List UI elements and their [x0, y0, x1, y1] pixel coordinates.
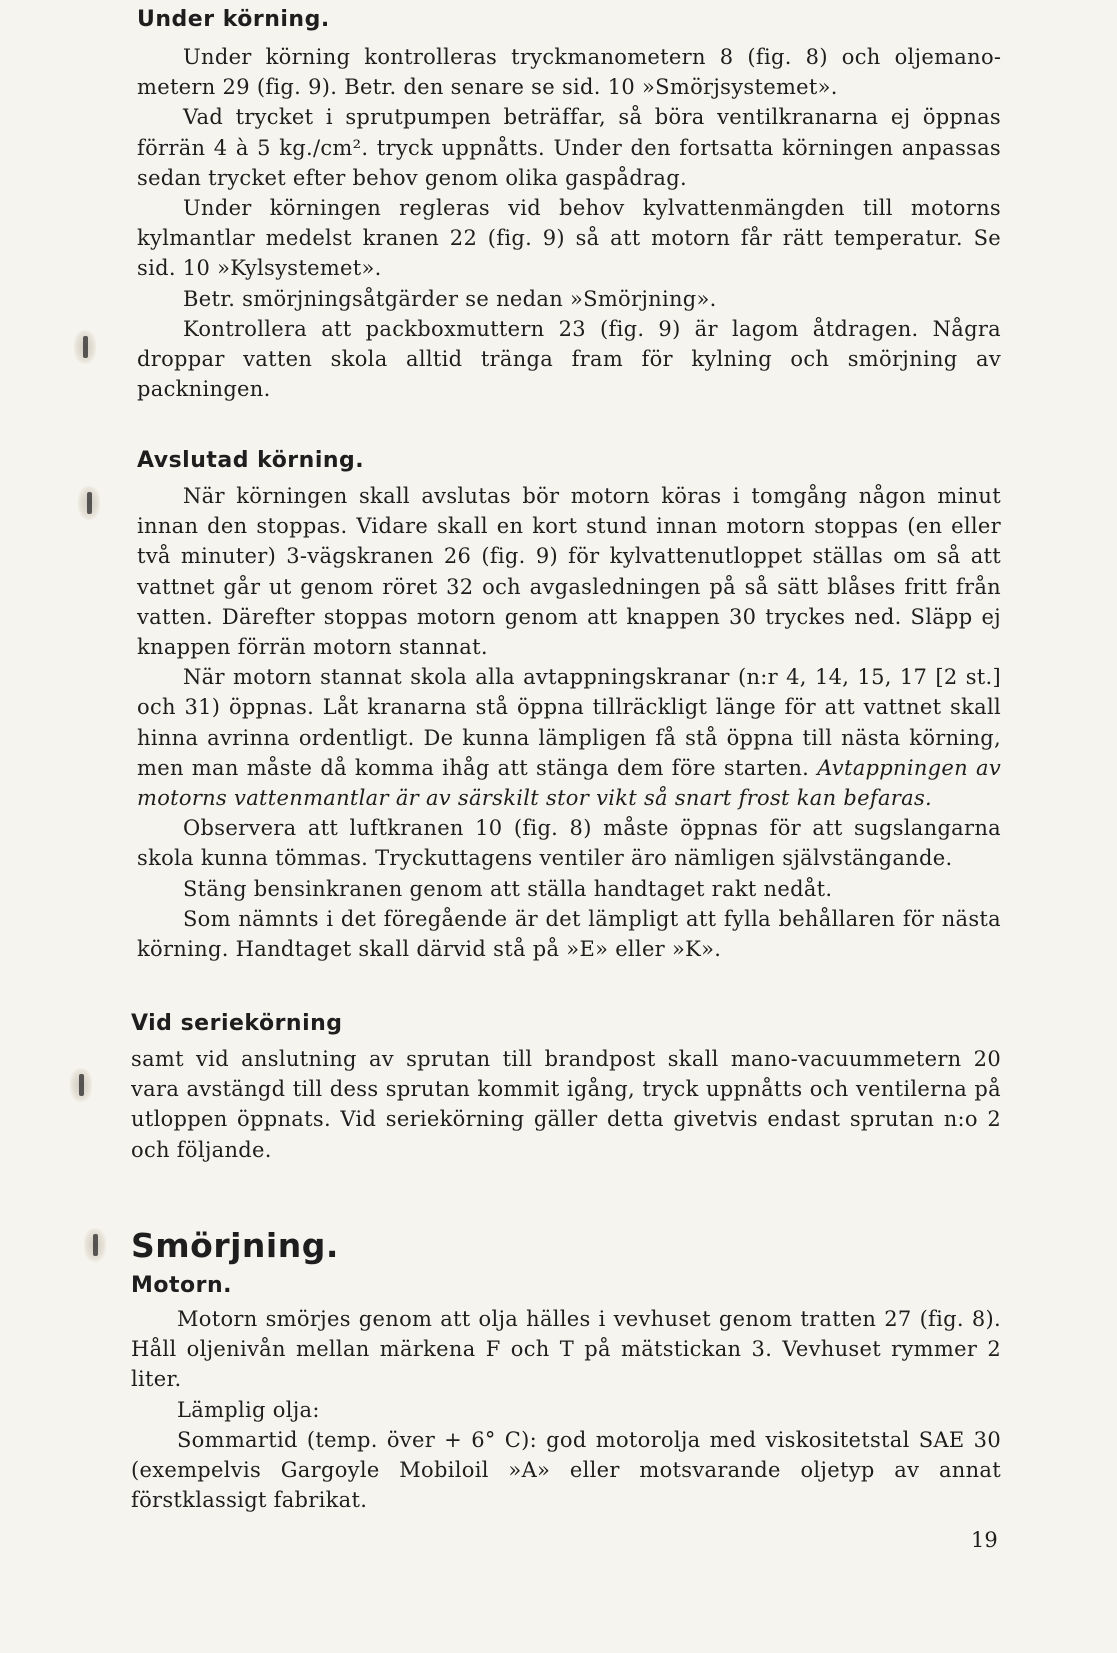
paragraph: Betr. smörjningsåtgärder se nedan »Smörjning».	[183, 286, 717, 311]
punch-hole	[74, 330, 96, 364]
section-under-korning	[137, 6, 1001, 404]
paragraph	[137, 662, 1001, 813]
paragraph: Under körningen regleras vid behov kylvattenmängden till motorns kylmantlar medelst kranen 22 (fig. 9) så att motorn får rätt temperatur. Se sid. 10 »Kylsystemet».	[137, 196, 1001, 281]
heading-vid-seriekorning: Vid seriekörning	[131, 1011, 343, 1036]
paragraph: Under körning kontrolleras tryckmanometern 8 (fig. 8) och oljemanometern 29 (fig. 9). Betr. den senare se sid. 10 »Smörjsystemet».	[137, 45, 1001, 100]
paragraph: Observera att luftkranen 10 (fig. 8) måste öppnas för att sugslangarna skola kunna tömmas. Tryckuttagens ventiler äro nämligen självstängande.	[137, 816, 1001, 871]
paragraph: Stäng bensinkranen genom att ställa handtaget rakt nedåt.	[183, 876, 833, 901]
paragraph: Kontrollera att packboxmuttern 23 (fig. 9) är lagom åtdragen. Några droppar vatten skola alltid tränga fram för kylning och smörjning av packningen.	[137, 316, 1001, 402]
punch-hole	[84, 1228, 106, 1262]
heading-under-korning: Under körning.	[137, 7, 330, 32]
subheading-motorn: Motorn.	[131, 1273, 233, 1298]
heading-avslutad-korning: Avslutad körning.	[137, 448, 365, 473]
paragraph: Sommartid (temp. över + 6° C): god motorolja med viskositetstal SAE 30 (exempelvis Gargoyle Mobiloil »A» eller motsvarande oljetyp av annat förstklassigt fabrikat.	[131, 1427, 1001, 1513]
section-smorjning	[131, 1226, 1001, 1515]
paragraph-text: När motorn stannat skola alla avtappningskranar (n:r 4, 14, 15, 17 [2 st.] och 31) öppnas. Låt kranarna stå öppna tillräckligt länge för att vattnet skall hinna avrinna ordentligt. De kunna lämpligen få stå öppna till nästa körning, men man måste då komma ihåg att stänga dem före starten.	[137, 665, 1001, 780]
punch-hole	[70, 1068, 92, 1102]
section-avslutad-korning	[137, 447, 1001, 964]
page-number: 19	[971, 1528, 998, 1552]
paragraph: Vad trycket i sprutpumpen beträffar, så böra ventilkranarna ej öppnas förrän 4 à 5 kg./cm². tryck uppnåtts. Under den fortsatta körningen anpassas sedan trycket efter behov genom olika gaspådrag.	[137, 105, 1001, 190]
paragraph: samt vid anslutning av sprutan till brandpost skall mano-vacuummetern 20 vara avstängd till dess sprutan kommit igång, tryck uppnåtts och ventilerna på utloppen öppnats. Vid seriekörning gäller detta givetvis endast sprutan n:o 2 och följande.	[131, 1047, 1001, 1162]
paragraph-emphasis: Avtappningen av motorns vattenmantlar är av särskilt stor vikt så snart frost kan befaras.	[137, 755, 1001, 811]
paragraph: Lämplig olja:	[177, 1397, 320, 1422]
paragraph: Motorn smörjes genom att olja hälles i vevhuset genom tratten 27 (fig. 8). Håll oljenivån mellan märkena F och T på mätstickan 3. Vevhuset rymmer 2 liter.	[131, 1307, 1001, 1392]
punch-hole	[78, 486, 100, 520]
paragraph: När körningen skall avslutas bör motorn köras i tomgång någon minut innan den stoppas. Vidare skall en kort stund innan motorn stoppas (en eller två minuter) 3-vägskranen 26 (fig. 9) för kylvattenutloppet ställas om så att vattnet går ut genom röret 32 och avgasledningen på så sätt blåses fritt från vatten. Därefter stoppas motorn genom att knappen 30 tryckes ned. Släpp ej knappen förrän motorn stannat.	[137, 484, 1001, 660]
paragraph: Som nämnts i det föregående är det lämpligt att fylla behållaren för nästa körning. Handtaget skall därvid stå på »E» eller »K».	[137, 906, 1001, 962]
section-vid-seriekorning	[131, 1010, 1001, 1165]
heading-smorjning: Smörjning.	[131, 1226, 339, 1265]
